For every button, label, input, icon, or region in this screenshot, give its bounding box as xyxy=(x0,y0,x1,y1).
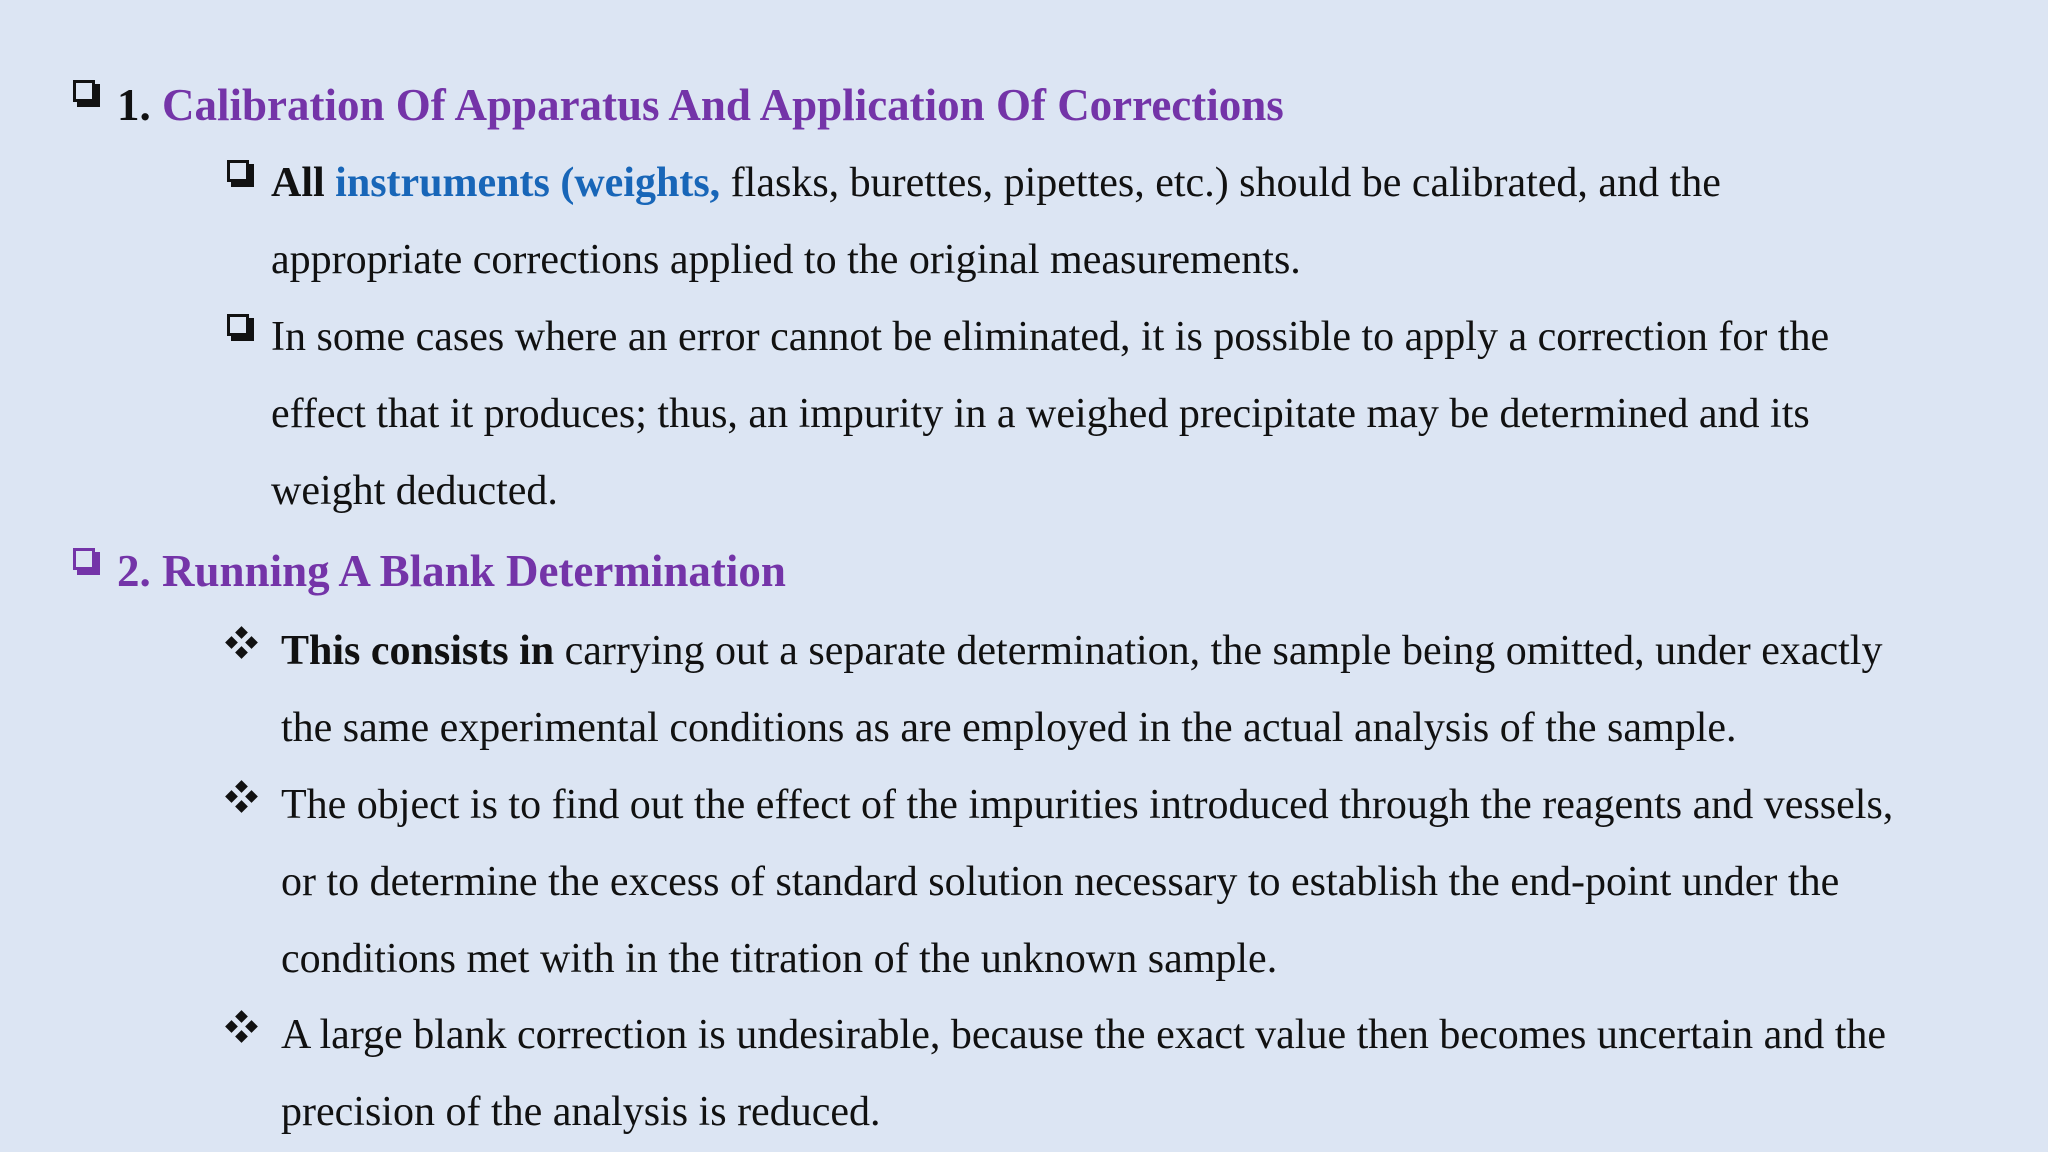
section2-bullet2-line3: conditions met with in the titration of the unknown sample. xyxy=(281,936,1278,982)
bullet-highlight: instruments (weights, xyxy=(335,160,721,206)
section2-bullet1-line2: the same experimental conditions as are employed in the actual analysis of the sample. xyxy=(281,705,1737,751)
section2-bullet1-line1 xyxy=(281,626,1882,676)
section2-heading: 2. Running A Blank Determination xyxy=(117,546,786,596)
bullet-bold-lead: This consists in xyxy=(281,628,555,674)
section1-bullet2-line1: In some cases where an error cannot be eliminated, it is possible to apply a correction for the xyxy=(271,314,1830,360)
hollow-square-icon xyxy=(73,548,101,576)
bullet-text: carrying out a separate determination, the sample being omitted, under exactly xyxy=(554,628,1883,674)
four-diamond-icon xyxy=(227,782,257,812)
section2-bullet3-line1: A large blank correction is undesirable, because the exact value then becomes uncertain and the xyxy=(281,1012,1887,1058)
section1-title: Calibration Of Apparatus And Application Of Corrections xyxy=(162,80,1284,130)
section2-bullet2-line2: or to determine the excess of standard solution necessary to establish the end-point under the xyxy=(281,859,1840,905)
section2-bullet3-line2: precision of the analysis is reduced. xyxy=(281,1089,881,1135)
four-diamond-icon xyxy=(227,1012,257,1042)
section1-bullet1-line1 xyxy=(271,158,1721,208)
hollow-square-icon xyxy=(227,314,255,342)
section1-bullet2-line2: effect that it produces; thus, an impurity in a weighed precipitate may be determined and its xyxy=(271,391,1810,437)
bullet-text: flasks, burettes, pipettes, etc.) should be calibrated, and the xyxy=(720,160,1721,206)
four-diamond-icon xyxy=(227,628,257,658)
hollow-square-icon xyxy=(227,160,255,188)
section1-bullet2-line3: weight deducted. xyxy=(271,468,558,514)
section2-bullet2-line1: The object is to find out the effect of the impurities introduced through the reagents and vessels, xyxy=(281,782,1894,828)
section1-heading xyxy=(117,80,1284,130)
bullet-bold-lead: All xyxy=(271,160,325,206)
hollow-square-icon xyxy=(73,80,101,108)
section1-bullet1-line2: appropriate corrections applied to the original measurements. xyxy=(271,237,1301,283)
section1-number: 1. xyxy=(117,80,151,130)
